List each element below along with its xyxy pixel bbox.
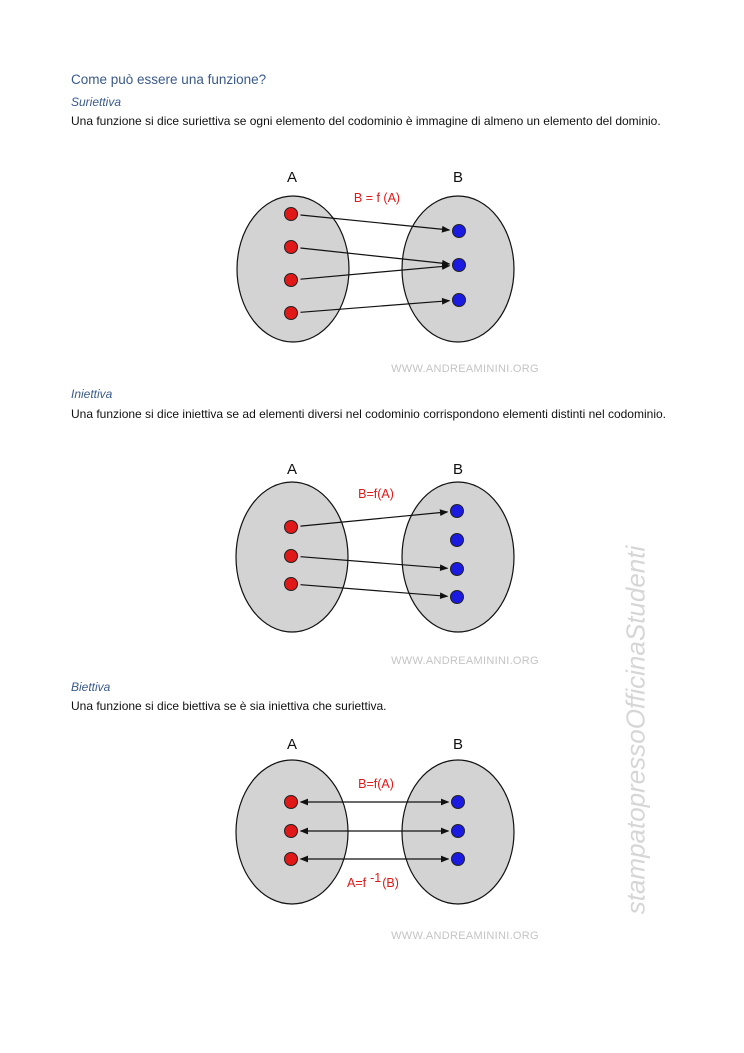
domain-point — [285, 208, 298, 221]
diagram-suriettiva — [225, 165, 539, 377]
codomain-point — [451, 563, 464, 576]
codomain-point — [453, 294, 466, 307]
set-label-b: B — [452, 169, 464, 186]
codomain-point — [451, 591, 464, 604]
set-label-a: A — [286, 736, 298, 753]
section-title-suriettiva: Suriettiva — [71, 95, 122, 109]
section-text-suriettiva: Una funzione si dice suriettiva se ogni elemento del codominio è immagine di almeno un elemento del dominio. — [71, 114, 661, 128]
inverse-function-label — [347, 871, 399, 890]
codomain-point — [453, 259, 466, 272]
inverse-label-superscript: -1 — [370, 871, 382, 885]
page-heading: Come può essere una funzione? — [71, 72, 267, 87]
domain-point — [285, 550, 298, 563]
function-label: B = f (A) — [353, 191, 401, 205]
domain-point — [285, 796, 298, 809]
codomain-point — [452, 853, 465, 866]
inverse-label-base: A=f — [347, 876, 367, 890]
set-label-b: B — [452, 736, 464, 753]
domain-point — [285, 521, 298, 534]
domain-point — [285, 578, 298, 591]
domain-point — [285, 853, 298, 866]
set-label-a: A — [286, 169, 298, 186]
domain-point — [285, 307, 298, 320]
codomain-point — [452, 825, 465, 838]
function-label: B=f(A) — [358, 777, 394, 791]
codomain-point — [453, 225, 466, 238]
codomain-point — [452, 796, 465, 809]
section-title-biettiva: Biettiva — [71, 680, 111, 694]
section-text-iniettiva: Una funzione si dice iniettiva se ad elementi diversi nel codominio corrispondono elementi distinti nel codominio. — [71, 407, 666, 421]
domain-point — [285, 274, 298, 287]
function-label: B=f(A) — [358, 487, 394, 501]
section-text-biettiva: Una funzione si dice biettiva se è sia iniettiva che suriettiva. — [71, 699, 387, 713]
set-label-b: B — [452, 461, 464, 478]
set-label-a: A — [286, 461, 298, 478]
credit-watermark: WWW.ANDREAMININI.ORG — [391, 363, 539, 375]
domain-point — [285, 825, 298, 838]
codomain-point — [451, 534, 464, 547]
credit-watermark: WWW.ANDREAMININI.ORG — [391, 655, 539, 667]
credit-watermark: WWW.ANDREAMININI.ORG — [391, 930, 539, 942]
diagram-biettiva — [225, 732, 539, 944]
section-title-iniettiva: Iniettiva — [71, 387, 113, 401]
side-watermark: stampatopressoOfficinaStudenti — [620, 545, 651, 915]
inverse-label-argument: (B) — [382, 876, 399, 890]
domain-point — [285, 241, 298, 254]
diagram-iniettiva — [225, 457, 539, 669]
codomain-point — [451, 505, 464, 518]
